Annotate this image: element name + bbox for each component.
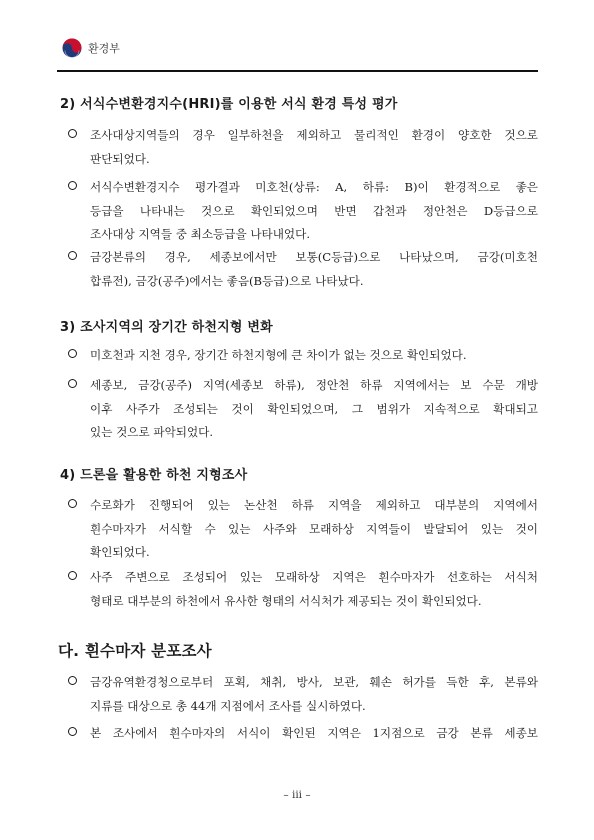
hollow-circle-bullet-icon: [68, 676, 77, 685]
bullet-line: 금강유역환경청으로부터 포획, 채취, 방사, 보관, 훼손 허가를 득한 후, 본류와: [90, 675, 538, 689]
bullet-line: 조사대상 지역들 중 최소등급을 나타내었다.: [90, 227, 311, 241]
list-item: [62, 722, 538, 746]
list-item: [62, 374, 538, 445]
list-item: [62, 494, 538, 565]
section-heading-distribution-survey: 다. 흰수마자 분포조사: [58, 642, 212, 660]
bullet-line: 수로화가 진행되어 있는 논산천 하류 지역을 제외하고 대부분의 지역에서: [90, 498, 538, 512]
section-heading-hri: 2) 서식수변환경지수(HRI)를 이용한 서식 환경 특성 평가: [60, 97, 398, 112]
hollow-circle-bullet-icon: [68, 129, 77, 138]
header: [62, 38, 120, 58]
bullet-line: 세종보, 금강(공주) 지역(세종보 하류), 정안천 하류 지역에서는 보 수문 개방: [90, 378, 538, 392]
bullet-line: 서식수변환경지수 평가결과 미호천(상류: A, 하류: B)이 환경적으로 좋은: [90, 180, 538, 194]
bullet-line: 있는 것으로 파악되었다.: [90, 425, 214, 439]
org-name: 환경부: [88, 42, 120, 55]
hollow-circle-bullet-icon: [68, 349, 77, 358]
taegeuk-logo-icon: [62, 38, 82, 58]
bullet-line: 판단되었다.: [90, 151, 150, 166]
section-heading-landform-change: 3) 조사지역의 장기간 하천지형 변화: [60, 320, 273, 335]
bullet-line: 사주 주변으로 조성되어 있는 모래하상 지역은 흰수마자가 선호하는 서식처: [90, 570, 538, 584]
hollow-circle-bullet-icon: [68, 727, 77, 736]
bullet-line: 본 조사에서 흰수마자의 서식이 확인된 지역은 1지점으로 금강 본류 세종보: [90, 726, 538, 740]
header-divider: [57, 70, 538, 72]
hollow-circle-bullet-icon: [68, 251, 77, 260]
bullet-line: 지류를 대상으로 총 44개 지점에서 조사를 실시하였다.: [90, 698, 366, 713]
list-item: [62, 344, 538, 368]
hollow-circle-bullet-icon: [68, 499, 77, 508]
bullet-line: 합류전), 금강(공주)에서는 좋음(B등급)으로 나타났다.: [90, 273, 364, 288]
list-item: [62, 124, 538, 171]
list-item: [62, 566, 538, 613]
bullet-line: 확인되었다.: [90, 545, 150, 559]
bullet-line: 조사대상지역들의 경우 일부하천을 제외하고 물리적인 환경이 양호한 것으로: [90, 128, 538, 142]
bullet-line: 금강본류의 경우, 세종보에서만 보통(C등급)으로 나타났으며, 금강(미호천: [90, 250, 538, 264]
page-number: – iii –: [283, 789, 311, 801]
bullet-line: 이후 사주가 조성되는 것이 확인되었으며, 그 범위가 지속적으로 확대되고: [90, 401, 538, 416]
hollow-circle-bullet-icon: [68, 571, 77, 580]
bullet-line: 흰수마자가 서식할 수 있는 사주와 모래하상 지역들이 발달되어 있는 것이: [90, 521, 538, 536]
list-item: [62, 246, 538, 293]
bullet-line: 등급을 나타내는 것으로 확인되었으며 반면 갑천과 정안천은 D등급으로: [90, 203, 538, 218]
bullet-line: 미호천과 지천 경우, 장기간 하천지형에 큰 차이가 없는 것으로 확인되었다.: [90, 348, 467, 362]
bullet-line: 형태로 대부분의 하천에서 유사한 형태의 서식처가 제공되는 것이 확인되었다.: [90, 593, 482, 608]
section-heading-drone-survey: 4) 드론을 활용한 하천 지형조사: [60, 468, 248, 483]
list-item: [62, 176, 538, 247]
hollow-circle-bullet-icon: [68, 181, 77, 190]
hollow-circle-bullet-icon: [68, 379, 77, 388]
list-item: [62, 671, 538, 718]
